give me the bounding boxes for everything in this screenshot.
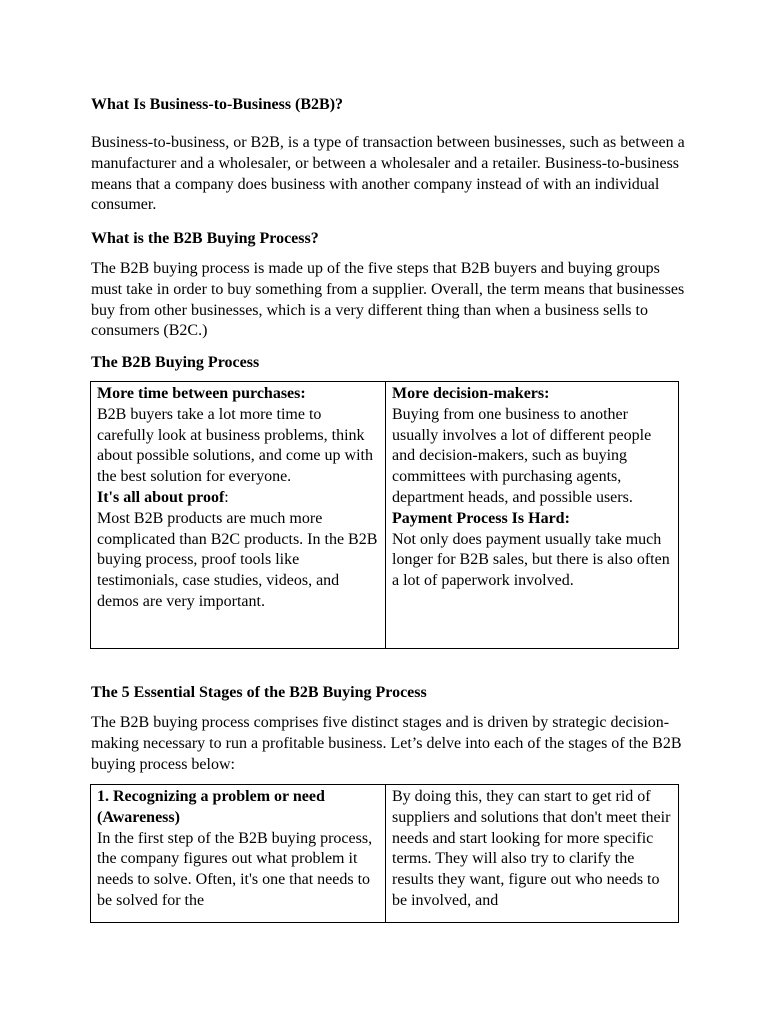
heading-b2b-buying-process: The B2B Buying Process [91, 354, 260, 371]
table-row [91, 785, 679, 923]
paragraph-five-stages: The B2B buying process comprises five distinct stages and is driven by strategic decision-making necessary to run a profitable business. Let’s delve into each of the stages of the B2B buying process below: [91, 714, 682, 773]
table-cell-right [386, 785, 679, 923]
cell-text-more-time: B2B buyers take a lot more time to carefully look at business problems, think about possible solutions, and come up with the best solution for everyone. [97, 405, 373, 486]
table-row [91, 382, 679, 649]
cell-heading-proof: It's all about proof [97, 488, 225, 506]
cell-heading-proof-line [97, 488, 380, 509]
table-cell-right [386, 382, 679, 649]
cell-text-suppliers: By doing this, they can start to get rid of suppliers and solutions that don't meet their needs and start looking for more specific terms. They will also try to clarify the results they want, figure out who needs to be involved, and [392, 788, 671, 909]
cell-text-recognizing-need: In the first step of the B2B buying process, the company figures out what problem it needs to solve. Often, it's one that needs to be solved for the [97, 829, 373, 909]
heading-what-is-b2b: What Is Business-to-Business (B2B)? [91, 96, 344, 113]
cell-text-payment: Not only does payment usually take much longer for B2B sales, but there is also often a lot of paperwork involved. [392, 530, 670, 590]
heading-five-stages: The 5 Essential Stages of the B2B Buying Process [91, 684, 427, 701]
paragraph-b2b-buying-process: The B2B buying process is made up of the five steps that B2B buyers and buying groups must take in order to buy something from a supplier. Overall, the term means that businesses buy from other businesses, which is a very different thing than when a business sells to consumers (B2C.) [91, 260, 685, 340]
table-cell-left [91, 382, 386, 649]
table-cell-left [91, 785, 386, 923]
buying-process-table [90, 381, 679, 649]
cell-text-proof: Most B2B products are much more complicated than B2C products. In the B2B buying process, proof tools like testimonials, case studies, videos, and demos are very important. [97, 509, 378, 610]
cell-text-decision-makers: Buying from one business to another usually involves a lot of different people and decision-makers, such as buying committees with purchasing agents, department heads, and possible users. [392, 405, 652, 506]
cell-heading-payment: Payment Process Is Hard: [392, 509, 570, 527]
cell-heading-recognizing-need: 1. Recognizing a problem or need (Awareness) [97, 788, 325, 826]
cell-heading-decision-makers: More decision-makers: [392, 385, 550, 402]
stages-table [90, 784, 679, 923]
paragraph-b2b-definition: Business-to-business, or B2B, is a type of transaction between businesses, such as between a manufacturer and a wholesaler, or between a wholesaler and a retailer. Business-to-business means that a company does business with another company instead of with an individual consumer. [91, 134, 685, 214]
cell-heading-proof-suffix: : [224, 488, 229, 506]
heading-b2b-buying-process-question: What is the B2B Buying Process? [91, 230, 319, 247]
cell-heading-more-time: More time between purchases: [97, 385, 306, 402]
